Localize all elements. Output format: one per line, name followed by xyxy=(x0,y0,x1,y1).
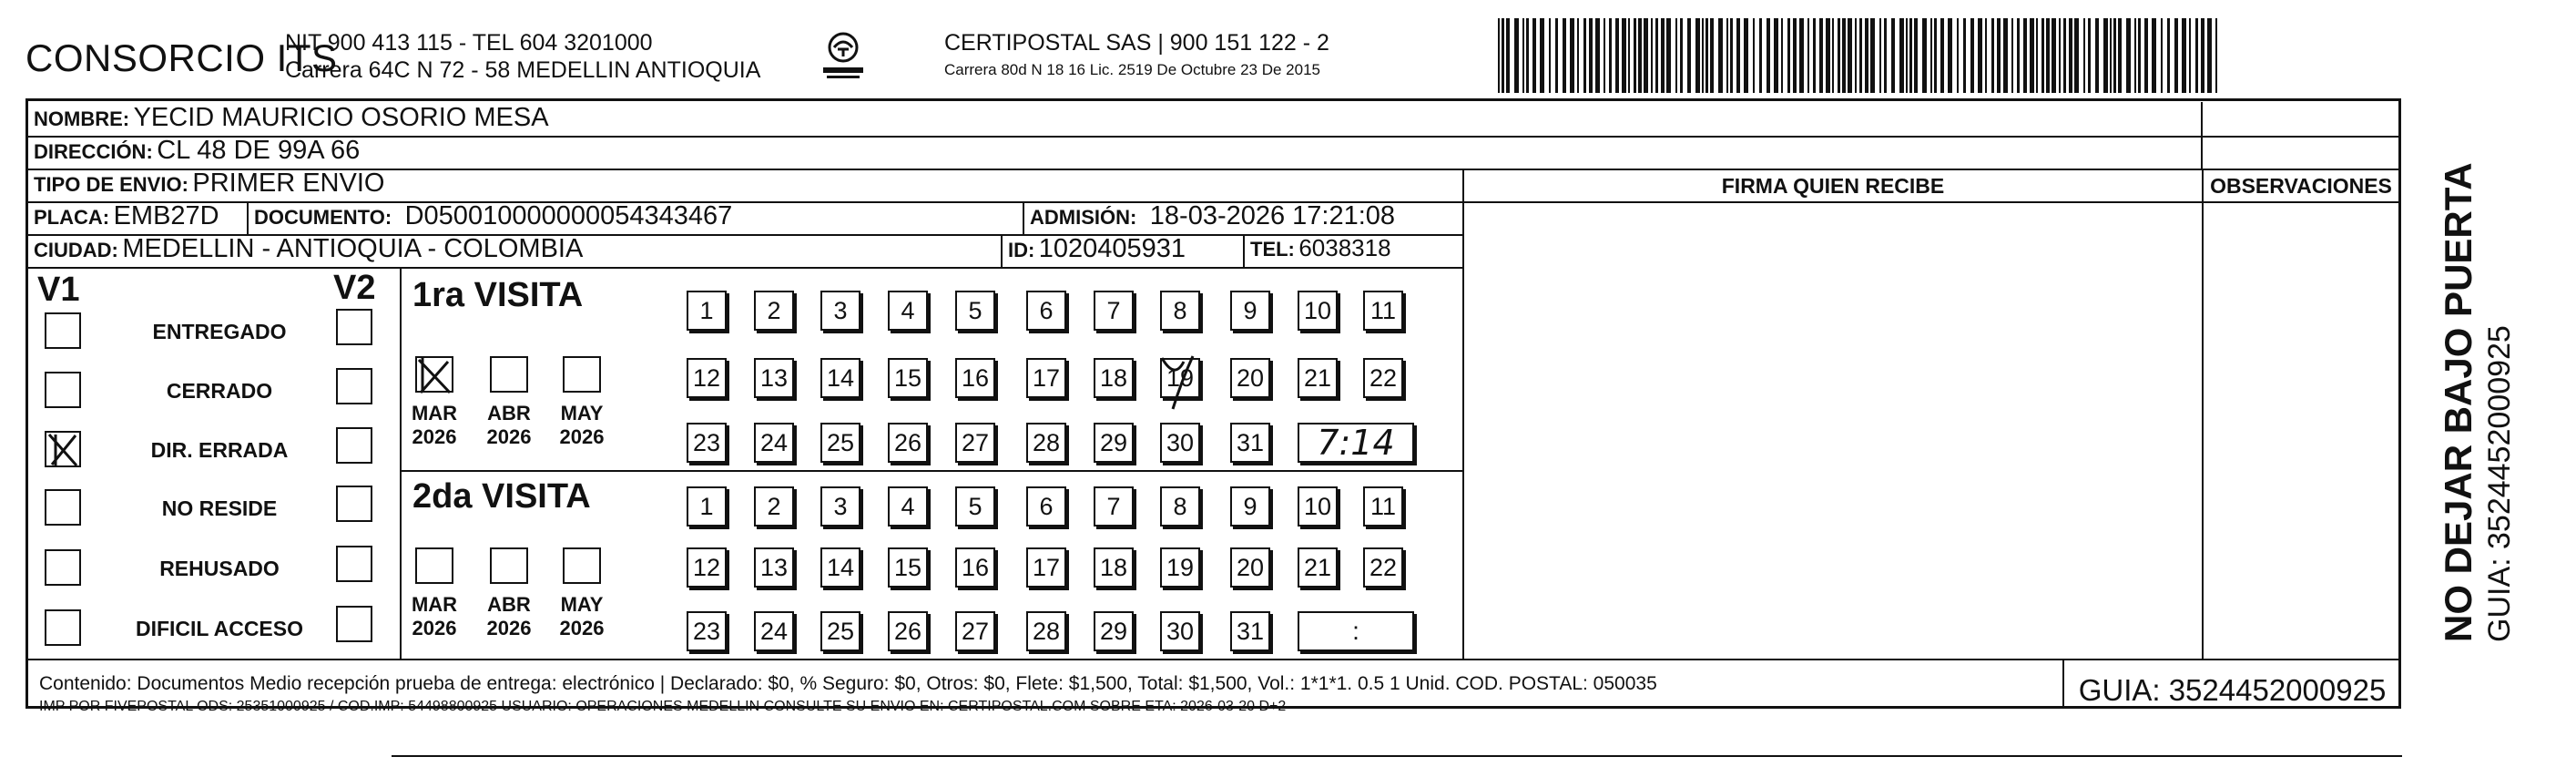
placa-field xyxy=(34,201,219,231)
day-box[interactable]: 15 xyxy=(888,358,928,398)
v1-checkbox[interactable] xyxy=(45,489,81,526)
month-year: 2026 xyxy=(486,425,532,448)
day-box[interactable]: 2 xyxy=(754,486,794,527)
day-box[interactable]: 8 xyxy=(1160,486,1200,527)
day-box[interactable]: 21 xyxy=(1298,547,1338,588)
company-name: CONSORCIO ITS xyxy=(25,36,338,79)
certipostal-line: CERTIPOSTAL SAS | 900 151 122 - 2 xyxy=(944,30,1329,56)
day-box[interactable]: 14 xyxy=(820,547,860,588)
day-box[interactable]: 1 xyxy=(687,486,727,527)
nombre-field xyxy=(34,103,549,133)
day-box[interactable]: 12 xyxy=(687,358,727,398)
status-label: DIR. ERRADA xyxy=(150,438,289,462)
no-dejar-notice: NO DEJAR BAJO PUERTA xyxy=(2437,162,2479,642)
v1-header: V1 xyxy=(37,271,80,309)
tel-field xyxy=(1250,234,1391,262)
day-box[interactable]: 3 xyxy=(820,291,860,331)
ciudad-field xyxy=(34,234,583,264)
month-checkbox[interactable] xyxy=(415,547,453,584)
v2-checkbox[interactable] xyxy=(336,546,372,582)
id-label: ID: xyxy=(1008,239,1035,261)
id-field xyxy=(1008,234,1186,264)
v2-checkbox[interactable] xyxy=(336,427,372,464)
day-box[interactable]: 5 xyxy=(955,486,995,527)
day-box[interactable]: 4 xyxy=(888,486,928,527)
day-box[interactable]: 22 xyxy=(1363,358,1403,398)
nombre-label: NOMBRE: xyxy=(34,107,130,130)
day-box[interactable]: 15 xyxy=(888,547,928,588)
day-box[interactable]: 14 xyxy=(820,358,860,398)
day-box[interactable]: 7 xyxy=(1094,291,1134,331)
day-box[interactable]: 31 xyxy=(1230,611,1270,651)
day-box[interactable]: 30 xyxy=(1160,423,1200,463)
tipo-envio-label: TIPO DE ENVIO: xyxy=(34,173,188,196)
month-checkbox[interactable] xyxy=(490,547,528,584)
day-box[interactable]: 22 xyxy=(1363,547,1403,588)
day-box[interactable]: 8 xyxy=(1160,291,1200,331)
v1-checkbox[interactable] xyxy=(45,312,81,349)
status-label: ENTREGADO xyxy=(152,320,287,343)
month-year: 2026 xyxy=(412,425,457,448)
tipo-envio-value: PRIMER ENVIO xyxy=(192,169,385,198)
day-box[interactable]: 24 xyxy=(754,611,794,651)
placa-label: PLACA: xyxy=(34,206,110,229)
month-year: 2026 xyxy=(559,617,605,639)
direccion-field xyxy=(34,136,360,166)
day-box[interactable]: 1 xyxy=(687,291,727,331)
day-box[interactable]: 20 xyxy=(1230,547,1270,588)
day-box[interactable]: 17 xyxy=(1026,358,1066,398)
footer-print-info: IMP POR FIVEPOSTAL ODS: 25351000925 / COD.IMP: 54498800925 USUARIO: OPERACIONES MEDELLIN CONSULTE SU ENVIO EN: CERTIPOSTAL.COM SOBRE ETA: 2026-03-20 D+2 xyxy=(39,699,1287,714)
month-label xyxy=(402,593,466,640)
side-notice xyxy=(2437,96,2518,642)
nit-line: NIT 900 413 115 - TEL 604 3201000 xyxy=(285,30,653,56)
month-year: 2026 xyxy=(412,617,457,639)
day-box[interactable]: 29 xyxy=(1094,423,1134,463)
day-box[interactable]: 25 xyxy=(820,423,860,463)
day-box[interactable]: 13 xyxy=(754,547,794,588)
day-box[interactable]: 17 xyxy=(1026,547,1066,588)
day-box[interactable]: 6 xyxy=(1026,291,1066,331)
day-box[interactable]: 26 xyxy=(888,611,928,651)
day-box[interactable]: 29 xyxy=(1094,611,1134,651)
delivery-form xyxy=(25,98,2401,714)
barcode xyxy=(1498,18,2222,93)
month-checkbox[interactable] xyxy=(563,356,601,393)
v1-checkbox[interactable] xyxy=(45,431,81,467)
month-name: MAY xyxy=(560,593,604,616)
v2-checkbox[interactable] xyxy=(336,309,372,345)
month-name: ABR xyxy=(487,402,531,424)
v2-header: V2 xyxy=(333,269,376,307)
month-label xyxy=(477,402,541,449)
month-checkbox[interactable] xyxy=(490,356,528,393)
day-box[interactable]: 11 xyxy=(1363,291,1403,331)
documento-value: D050010000000054343467 xyxy=(404,201,733,230)
month-year: 2026 xyxy=(486,617,532,639)
second-visit-title: 2da VISITA xyxy=(412,477,591,516)
day-box[interactable]: 19 xyxy=(1160,547,1200,588)
id-value: 1020405931 xyxy=(1038,234,1186,263)
month-name: MAR xyxy=(411,402,458,424)
direccion-label: DIRECCIÓN: xyxy=(34,140,153,163)
firma-header: FIRMA QUIEN RECIBE xyxy=(1721,174,1945,198)
first-visit-title: 1ra VISITA xyxy=(412,276,584,314)
v1-checkbox[interactable] xyxy=(45,609,81,646)
day-box[interactable]: 21 xyxy=(1298,358,1338,398)
status-label: REHUSADO xyxy=(159,557,280,580)
day-box[interactable]: 10 xyxy=(1298,486,1338,527)
status-label: DIFICIL ACCESO xyxy=(135,617,303,640)
month-name: MAR xyxy=(411,593,458,616)
certipostal-license: Carrera 80d N 18 16 Lic. 2519 De Octubre 23 De 2015 xyxy=(944,61,1320,78)
month-year: 2026 xyxy=(559,425,605,448)
day-check-mark xyxy=(1156,353,1202,416)
day-box[interactable]: 10 xyxy=(1298,291,1338,331)
footer-contents: Contenido: Documentos Medio recepción prueba de entrega: electrónico | Declarado: $0, % Seguro: $0, Otros: $0, Flete: $1,500, Total: $1,500, Vol.: 1*1*1. 0.5 1 Unid. COD. POSTAL: 050035 xyxy=(39,673,1657,694)
tipo-envio-field xyxy=(34,169,384,199)
x-mark-icon xyxy=(417,358,453,394)
admision-label: ADMISIÓN: xyxy=(1030,206,1137,229)
month-label xyxy=(550,402,614,449)
day-box[interactable]: 18 xyxy=(1094,358,1134,398)
bottom-rule xyxy=(392,755,2402,757)
x-mark-icon xyxy=(46,433,81,467)
day-box[interactable]: 23 xyxy=(687,611,727,651)
admision-value: 18-03-2026 17:21:08 xyxy=(1149,201,1396,230)
month-label xyxy=(402,402,466,449)
day-box[interactable]: 19 xyxy=(1160,358,1200,398)
day-box[interactable]: 28 xyxy=(1026,611,1066,651)
direccion-value: CL 48 DE 99A 66 xyxy=(157,136,361,165)
day-box[interactable]: 16 xyxy=(955,547,995,588)
v2-checkbox[interactable] xyxy=(336,606,372,642)
certipostal-info xyxy=(944,29,1329,84)
day-box[interactable]: 16 xyxy=(955,358,995,398)
ciudad-label: CIUDAD: xyxy=(34,239,118,261)
observaciones-header: OBSERVACIONES xyxy=(2210,174,2392,198)
company-info xyxy=(285,29,760,84)
day-box[interactable]: 30 xyxy=(1160,611,1200,651)
tel-label: TEL: xyxy=(1250,238,1295,261)
v1-checkbox[interactable] xyxy=(45,549,81,586)
documento-label: DOCUMENTO: xyxy=(254,206,392,229)
day-box[interactable]: 12 xyxy=(687,547,727,588)
month-label xyxy=(477,593,541,640)
day-box[interactable]: 27 xyxy=(955,611,995,651)
day-box[interactable]: 3 xyxy=(820,486,860,527)
day-box[interactable]: 25 xyxy=(820,611,860,651)
ciudad-value: MEDELLIN - ANTIOQUIA - COLOMBIA xyxy=(122,234,584,263)
day-box[interactable]: 5 xyxy=(955,291,995,331)
day-box[interactable]: 2 xyxy=(754,291,794,331)
day-box[interactable]: 9 xyxy=(1230,486,1270,527)
v2-checkbox[interactable] xyxy=(336,486,372,522)
v2-checkbox[interactable] xyxy=(336,368,372,404)
time-box[interactable]: : xyxy=(1298,611,1414,651)
status-label: CERRADO xyxy=(166,379,273,403)
time-box[interactable]: 7:14 xyxy=(1298,423,1414,463)
day-box[interactable]: 23 xyxy=(687,423,727,463)
month-name: MAY xyxy=(560,402,604,424)
day-box[interactable]: 24 xyxy=(754,423,794,463)
nombre-value: YECID MAURICIO OSORIO MESA xyxy=(133,103,549,132)
month-name: ABR xyxy=(487,593,531,616)
day-box[interactable]: 6 xyxy=(1026,486,1066,527)
day-box[interactable]: 4 xyxy=(888,291,928,331)
company-address: Carrera 64C N 72 - 58 MEDELLIN ANTIOQUIA xyxy=(285,57,761,83)
admision-field xyxy=(1030,201,1395,231)
day-box[interactable]: 9 xyxy=(1230,291,1270,331)
side-guia: GUIA: 3524452000925 xyxy=(2482,325,2517,642)
documento-field xyxy=(254,201,732,231)
placa-value: EMB27D xyxy=(113,201,219,230)
day-box[interactable]: 31 xyxy=(1230,423,1270,463)
day-box[interactable]: 18 xyxy=(1094,547,1134,588)
day-box[interactable]: 28 xyxy=(1026,423,1066,463)
day-box[interactable]: 26 xyxy=(888,423,928,463)
day-box[interactable]: 27 xyxy=(955,423,995,463)
month-label xyxy=(550,593,614,640)
tel-value: 6038318 xyxy=(1298,234,1391,261)
month-checkbox[interactable] xyxy=(563,547,601,584)
certipostal-logo xyxy=(818,27,869,82)
footer-guia: GUIA: 3524452000925 xyxy=(2078,673,2387,707)
day-box[interactable]: 7 xyxy=(1094,486,1134,527)
month-checkbox[interactable] xyxy=(415,356,453,393)
v1-checkbox[interactable] xyxy=(45,372,81,408)
day-box[interactable]: 11 xyxy=(1363,486,1403,527)
day-box[interactable]: 13 xyxy=(754,358,794,398)
status-label: NO RESIDE xyxy=(161,496,278,520)
day-box[interactable]: 20 xyxy=(1230,358,1270,398)
